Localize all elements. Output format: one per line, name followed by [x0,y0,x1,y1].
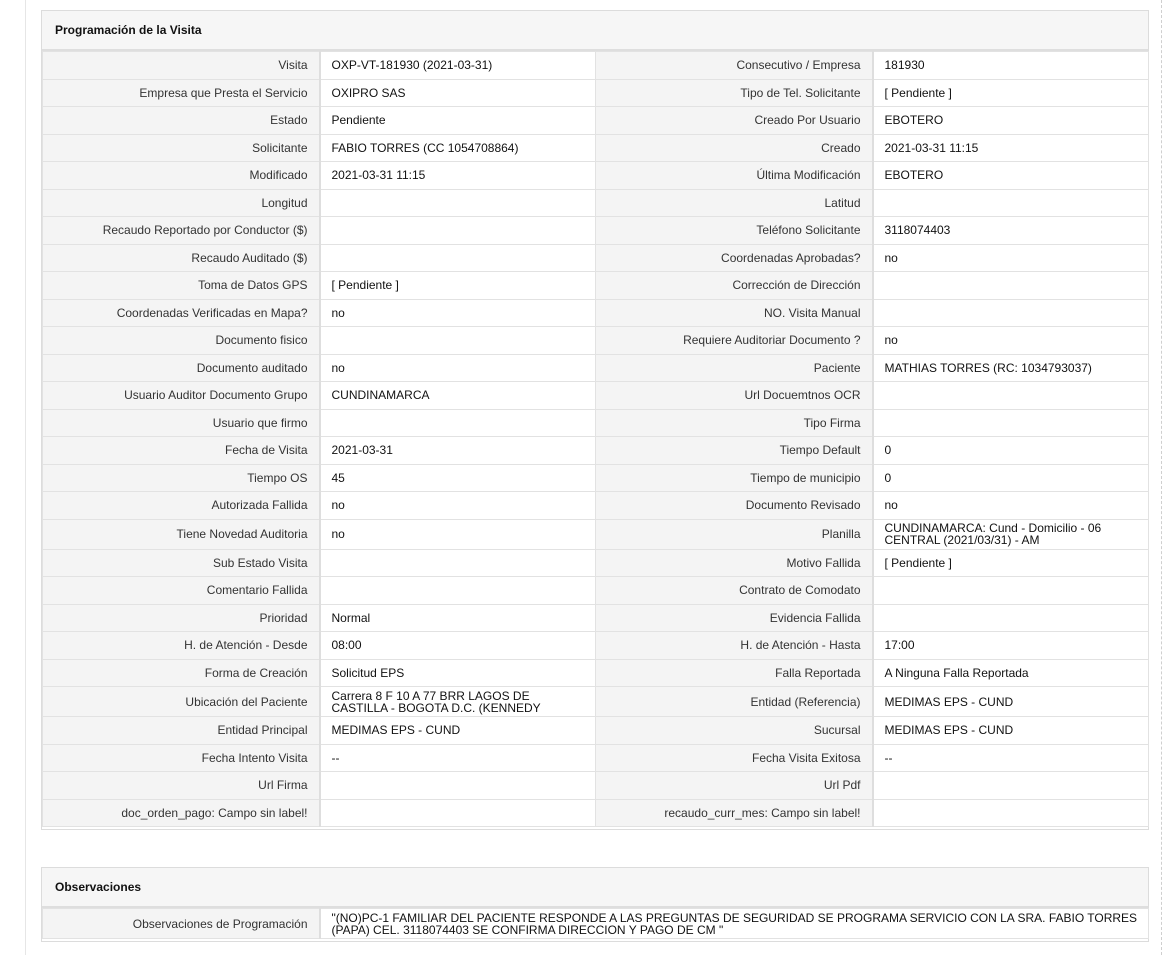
field-label: Teléfono Solicitante [596,217,873,245]
field-value [873,189,1149,217]
field-label: Prioridad [43,604,320,632]
field-value: MEDIMAS EPS - CUND [873,687,1149,717]
field-label: Modificado [43,162,320,190]
table-row [43,327,1149,355]
field-value [873,409,1149,437]
field-label: Usuario que firmo [43,409,320,437]
field-value: A Ninguna Falla Reportada [873,659,1149,687]
field-label: Comentario Fallida [43,577,320,605]
field-value: MEDIMAS EPS - CUND [873,717,1149,745]
programacion-table [42,51,1149,827]
table-row [43,79,1149,107]
field-label: recaudo_curr_mes: Campo sin label! [596,799,873,827]
field-label: Creado Por Usuario [596,107,873,135]
table-row [43,107,1149,135]
table-row [43,217,1149,245]
observaciones-label: Observaciones de Programación [43,909,320,939]
table-row [43,464,1149,492]
field-value [873,382,1149,410]
field-value: no [320,492,596,520]
field-label: Última Modificación [596,162,873,190]
field-label: Coordenadas Verificadas en Mapa? [43,299,320,327]
field-label: Documento auditado [43,354,320,382]
table-row [43,272,1149,300]
observaciones-panel [41,867,1149,942]
field-label: Visita [43,52,320,80]
field-value: no [320,354,596,382]
field-value: FABIO TORRES (CC 1054708864) [320,134,596,162]
field-value: Pendiente [320,107,596,135]
table-row [43,52,1149,80]
field-label: Tipo Firma [596,409,873,437]
field-label: Estado [43,107,320,135]
field-label: Solicitante [43,134,320,162]
field-label: Recaudo Auditado ($) [43,244,320,272]
field-value: -- [320,744,596,772]
field-value [320,772,596,800]
field-label: H. de Atención - Desde [43,632,320,660]
field-value: 17:00 [873,632,1149,660]
field-value [873,799,1149,827]
field-value: 45 [320,464,596,492]
field-label: Entidad (Referencia) [596,687,873,717]
table-row [43,354,1149,382]
field-value: [ Pendiente ] [873,79,1149,107]
field-value: 0 [873,437,1149,465]
field-label: Toma de Datos GPS [43,272,320,300]
observaciones-table [42,908,1149,939]
field-value: Carrera 8 F 10 A 77 BRR LAGOS DE CASTILLA - BOGOTA D.C. (KENNEDY [320,687,596,717]
field-label: Requiere Auditoriar Documento ? [596,327,873,355]
field-value [320,327,596,355]
field-label: Planilla [596,519,873,549]
field-value [320,189,596,217]
table-row [43,717,1149,745]
field-value: 2021-03-31 11:15 [320,162,596,190]
field-value: EBOTERO [873,107,1149,135]
field-label: Tiempo Default [596,437,873,465]
field-value: [ Pendiente ] [873,549,1149,577]
field-value: OXIPRO SAS [320,79,596,107]
field-label: NO. Visita Manual [596,299,873,327]
field-label: Documento fisico [43,327,320,355]
field-value [320,244,596,272]
field-value [873,299,1149,327]
field-value [873,577,1149,605]
table-row [43,909,1149,939]
field-value: CUNDINAMARCA: Cund - Domicilio - 06 CENTRAL (2021/03/31) - AM [873,519,1149,549]
field-label: Consecutivo / Empresa [596,52,873,80]
field-label: Tiene Novedad Auditoria [43,519,320,549]
field-label: Corrección de Dirección [596,272,873,300]
field-label: Fecha Visita Exitosa [596,744,873,772]
field-label: Creado [596,134,873,162]
field-label: Url Firma [43,772,320,800]
field-label: Fecha de Visita [43,437,320,465]
field-label: Ubicación del Paciente [43,687,320,717]
field-label: Url Docuemtnos OCR [596,382,873,410]
field-value [320,217,596,245]
table-row [43,299,1149,327]
field-label: Autorizada Fallida [43,492,320,520]
field-value [873,772,1149,800]
field-value: no [873,492,1149,520]
field-label: Forma de Creación [43,659,320,687]
field-value [320,409,596,437]
table-row [43,687,1149,717]
left-rule [25,0,26,955]
field-value: EBOTERO [873,162,1149,190]
field-value [320,549,596,577]
field-label: Paciente [596,354,873,382]
field-label: Tipo de Tel. Solicitante [596,79,873,107]
field-label: Fecha Intento Visita [43,744,320,772]
field-label: Entidad Principal [43,717,320,745]
field-label: doc_orden_pago: Campo sin label! [43,799,320,827]
table-row [43,382,1149,410]
field-label: Latitud [596,189,873,217]
table-row [43,162,1149,190]
field-label: Sucursal [596,717,873,745]
field-value: 181930 [873,52,1149,80]
table-row [43,799,1149,827]
field-value: no [873,327,1149,355]
field-label: Longitud [43,189,320,217]
table-row [43,134,1149,162]
field-value: [ Pendiente ] [320,272,596,300]
field-label: H. de Atención - Hasta [596,632,873,660]
field-value: Normal [320,604,596,632]
table-row [43,189,1149,217]
field-value: Solicitud EPS [320,659,596,687]
field-label: Tiempo OS [43,464,320,492]
field-value [320,799,596,827]
table-row [43,409,1149,437]
table-row [43,659,1149,687]
field-value: OXP-VT-181930 (2021-03-31) [320,52,596,80]
table-row [43,744,1149,772]
programacion-panel [41,10,1149,830]
field-value [873,272,1149,300]
field-value: 2021-03-31 [320,437,596,465]
field-label: Url Pdf [596,772,873,800]
field-label: Contrato de Comodato [596,577,873,605]
field-value: MATHIAS TORRES (RC: 1034793037) [873,354,1149,382]
table-row [43,772,1149,800]
right-rule [1161,0,1162,955]
table-row [43,632,1149,660]
field-label: Usuario Auditor Documento Grupo [43,382,320,410]
table-row [43,549,1149,577]
field-value: no [873,244,1149,272]
observaciones-title: Observaciones [42,868,1148,908]
field-value: MEDIMAS EPS - CUND [320,717,596,745]
field-value: 2021-03-31 11:15 [873,134,1149,162]
table-row [43,492,1149,520]
field-label: Falla Reportada [596,659,873,687]
observaciones-value: "(NO)PC-1 FAMILIAR DEL PACIENTE RESPONDE A LAS PREGUNTAS DE SEGURIDAD SE PROGRAMA SERVICIO CON LA SRA. FABIO TORRES (PAPA) CEL. 3118074403 SE CONFIRMA DIRECCION Y PAGO DE CM " [320,909,1149,939]
table-row [43,577,1149,605]
field-label: Evidencia Fallida [596,604,873,632]
field-value [320,577,596,605]
table-row [43,604,1149,632]
field-label: Documento Revisado [596,492,873,520]
field-value: 08:00 [320,632,596,660]
programacion-title: Programación de la Visita [42,11,1148,51]
field-label: Motivo Fallida [596,549,873,577]
field-label: Coordenadas Aprobadas? [596,244,873,272]
table-row [43,244,1149,272]
table-row [43,437,1149,465]
field-value: no [320,299,596,327]
field-value [873,604,1149,632]
field-value: CUNDINAMARCA [320,382,596,410]
field-label: Empresa que Presta el Servicio [43,79,320,107]
table-row [43,519,1149,549]
field-value: -- [873,744,1149,772]
field-value: 3118074403 [873,217,1149,245]
field-label: Tiempo de municipio [596,464,873,492]
field-label: Sub Estado Visita [43,549,320,577]
field-label: Recaudo Reportado por Conductor ($) [43,217,320,245]
field-value: no [320,519,596,549]
field-value: 0 [873,464,1149,492]
